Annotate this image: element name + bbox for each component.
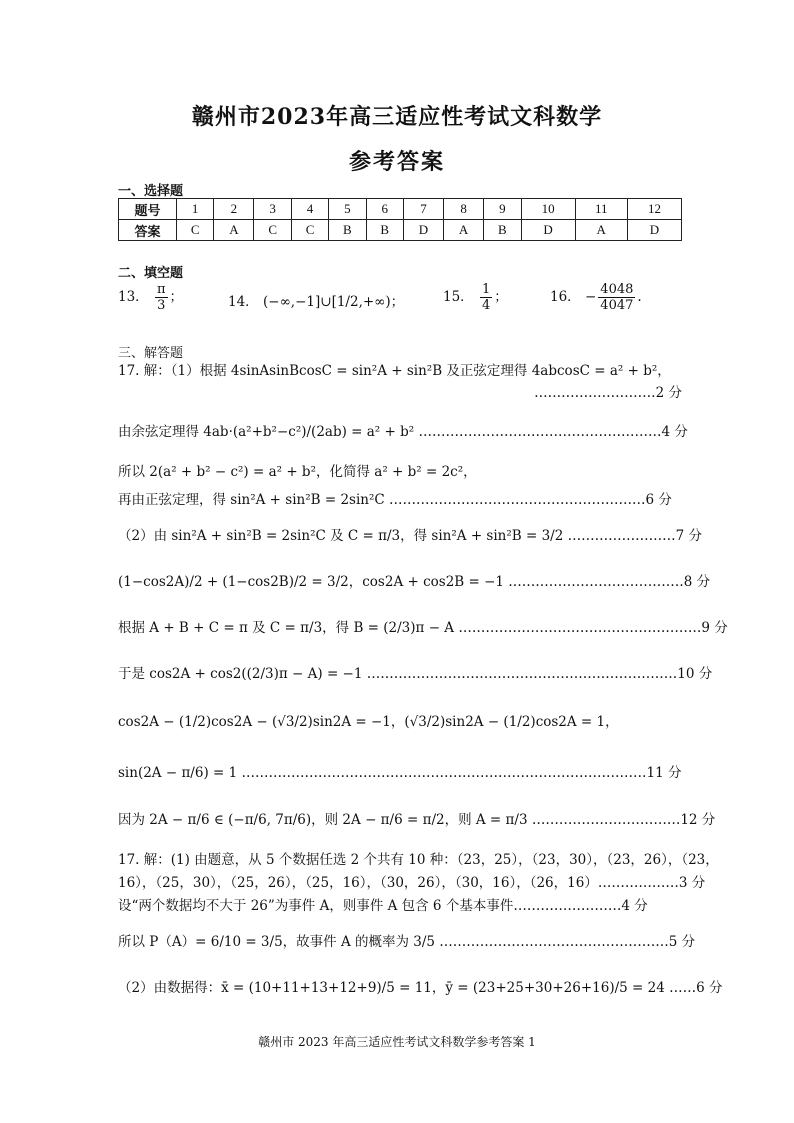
solution-line: sin(2A − π/6) = 1 ………………………………………………………………………………11 分	[118, 765, 682, 781]
solution-line: ………………………2 分	[534, 385, 682, 401]
answer-15: 15． $\frac{1}{4}$ ；	[443, 282, 508, 313]
solution-line: 17. 解：(1) 由题意，从 5 个数据任选 2 个共有 10 种：（23，25），（23，30），（23，26），（23，	[118, 852, 719, 868]
solution-line: (1−cos2A)/2 + (1−cos2B)/2 = 3/2，cos2A + cos2B = −1 …………………………………8 分	[118, 574, 711, 590]
table-cell: D	[627, 220, 681, 241]
solution-line: 再由正弦定理，得 sin²A + sin²B = 2sin²C …………………………………………………6 分	[118, 492, 672, 508]
solution-line: 所以 P（A）= 6/10 = 3/5，故事件 A 的概率为 3/5 ……………………………………………5 分	[118, 934, 696, 950]
section-solve-heading: 三、解答题	[118, 346, 184, 361]
table-cell: 9	[484, 199, 521, 220]
table-cell: 7	[403, 199, 443, 220]
q14-value: (−∞,−1]∪[1/2,+∞)；	[262, 294, 405, 310]
table-cell: D	[403, 220, 443, 241]
page-subtitle: 参考答案	[348, 149, 445, 175]
table-cell: 5	[329, 199, 366, 220]
table-cell: 10	[521, 199, 575, 220]
row-header-number: 题号	[119, 199, 177, 220]
table-cell: D	[521, 220, 575, 241]
solution-line: 17. 解：（1）根据 4sinAsinBcosC = sin²A + sin²B 及正弦定理得 4abcosC = a² + b²，	[118, 363, 671, 379]
q13-fraction: $\frac{\pi}{3}$	[156, 282, 166, 313]
q16-label: 16．	[550, 289, 581, 305]
table-cell: B	[329, 220, 366, 241]
q15-fraction: $\frac{1}{4}$	[481, 282, 491, 313]
table-cell: B	[484, 220, 521, 241]
table-row-answers	[119, 220, 682, 241]
section-choice-heading: 一、选择题	[118, 184, 184, 199]
answer-table	[118, 198, 682, 241]
q15-label: 15．	[443, 289, 474, 305]
table-cell: 11	[575, 199, 627, 220]
section-fill-heading: 二、填空题	[118, 266, 184, 281]
table-cell: A	[214, 220, 254, 241]
table-row-numbers	[119, 199, 682, 220]
table-cell: C	[177, 220, 214, 241]
solution-line: 根据 A + B + C = π 及 C = π/3，得 B = (2/3)π − A ………………………………………………9 分	[118, 620, 728, 636]
table-cell: 8	[444, 199, 484, 220]
q16-fraction: $\frac{4048}{4047}$	[600, 282, 634, 313]
solution-line: cos2A − (1/2)cos2A − (√3/2)sin2A = −1，(√3/2)sin2A − (1/2)cos2A = 1，	[118, 714, 619, 730]
table-cell: 3	[254, 199, 291, 220]
solution-line: 于是 cos2A + cos2((2/3)π − A) = −1 ……………………………………………………………10 分	[118, 666, 713, 682]
table-cell: 4	[291, 199, 328, 220]
solution-line: 因为 2A − π/6 ∈ (−π/6, 7π/6)，则 2A − π/6 = π/2，则 A = π/3 ……………………………12 分	[118, 812, 716, 828]
solution-line: 所以 2(a² + b² − c²) = a² + b²，化简得 a² + b² = 2c²，	[118, 464, 477, 480]
table-cell: B	[366, 220, 403, 241]
solution-line: 由余弦定理得 4ab·(a²+b²−c²)/(2ab) = a² + b² ………………………………………………4 分	[118, 424, 688, 440]
table-cell: 6	[366, 199, 403, 220]
table-cell: C	[254, 220, 291, 241]
page-footer: 赣州市 2023 年高三适应性考试文科数学参考答案 1	[258, 1035, 536, 1049]
answer-13: 13． $\frac{\pi}{3}$ ；	[118, 282, 184, 313]
answer-16: 16． − $\frac{4048}{4047}$ .	[550, 282, 642, 313]
solution-line: （2）由 sin²A + sin²B = 2sin²C 及 C = π/3，得 sin²A + sin²B = 3/2 ……………………7 分	[118, 528, 702, 544]
table-cell: 12	[627, 199, 681, 220]
table-cell: C	[291, 220, 328, 241]
page-title: 赣州市2023年高三适应性考试文科数学	[191, 104, 603, 130]
solution-line: 16），（25，30），（25，26），（25，16），（30，26），（30，16），（26，16）………………3 分	[118, 875, 706, 891]
answer-14	[228, 290, 404, 310]
table-cell: 2	[214, 199, 254, 220]
solution-line: （2）由数据得：x̄ = (10+11+13+12+9)/5 = 11，ȳ = (23+25+30+26+16)/5 = 24 ……6 分	[118, 980, 723, 996]
table-cell: A	[575, 220, 627, 241]
row-header-answer: 答案	[119, 220, 177, 241]
q14-label: 14．	[228, 294, 259, 310]
solution-line: 设“两个数据均不大于 26”为事件 A，则事件 A 包含 6 个基本事件……………………4 分	[118, 898, 648, 914]
table-cell: 1	[177, 199, 214, 220]
q13-label: 13．	[118, 289, 149, 305]
table-cell: A	[444, 220, 484, 241]
